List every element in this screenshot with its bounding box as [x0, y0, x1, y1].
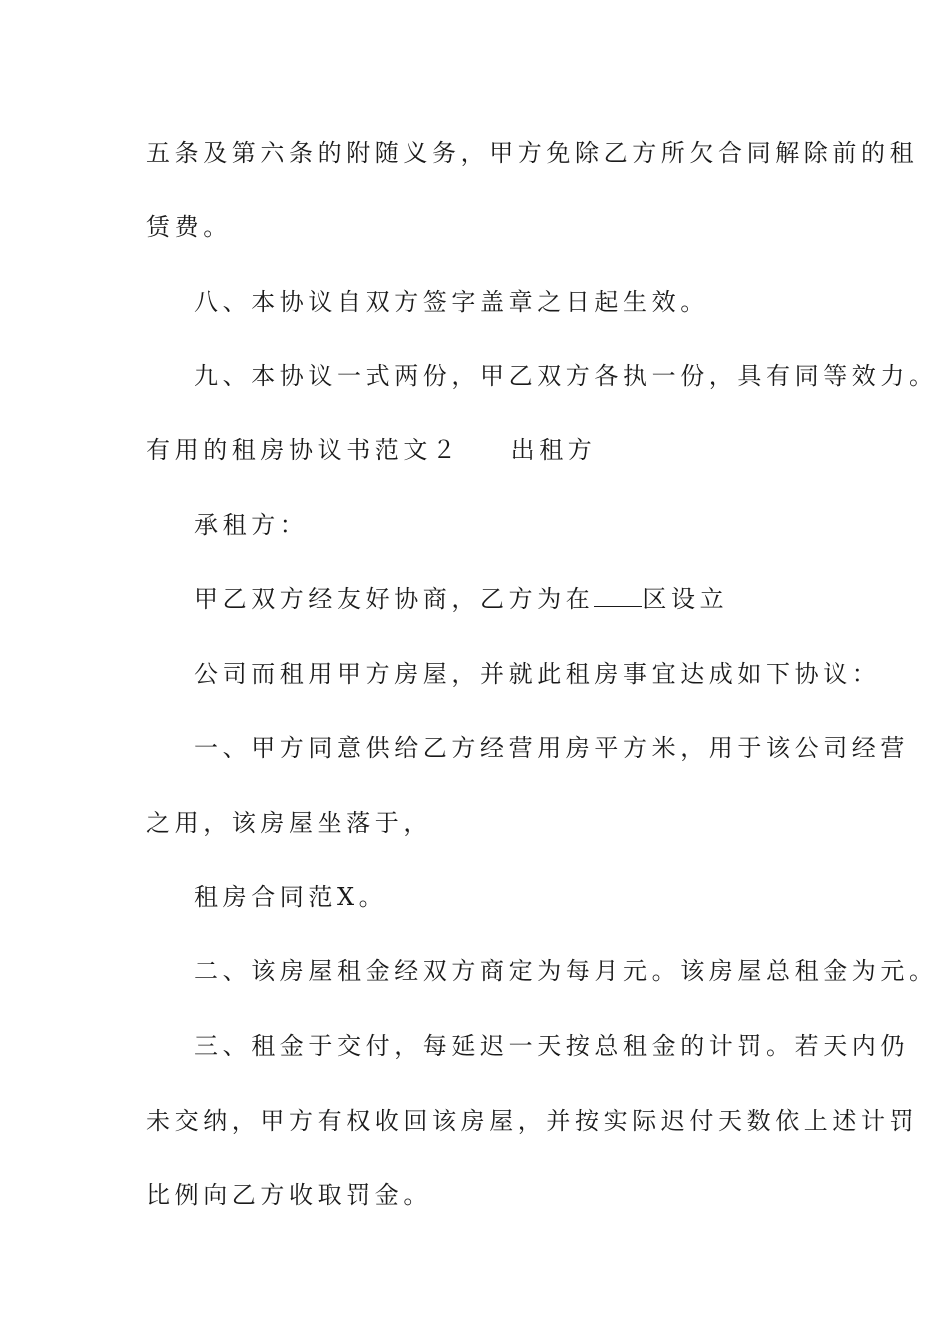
line-text: 甲乙双方经友好协商，乙方为在 [194, 585, 595, 613]
paragraph-line: 赁费。 [146, 213, 232, 241]
paragraph-line: 未交纳，甲方有权收回该房屋，并按实际迟付天数依上述计罚 [146, 1107, 919, 1135]
line-text: 区设立 [642, 585, 729, 613]
paragraph-line: 五条及第六条的附随义务，甲方免除乙方所欠合同解除前的租 [146, 139, 919, 167]
section-heading [146, 435, 596, 465]
clause-one: 一、甲方同意供给乙方经营用房平方米，用于该公司经营 [194, 734, 909, 762]
paragraph-line: 公司而租用甲方房屋，并就此租房事宜达成如下协议： [194, 660, 881, 688]
clause-two: 二、该房屋租金经双方商定为每月元。该房屋总租金为元。 [194, 957, 938, 985]
lessor-label: 出租方 [510, 436, 597, 464]
paragraph-line [194, 584, 728, 614]
clause-eight: 八、本协议自双方签字盖章之日起生效。 [194, 288, 709, 316]
paragraph-line: 比例向乙方收取罚金。 [146, 1181, 432, 1209]
clause-three: 三、租金于交付，每延迟一天按总租金的计罚。若天内仍 [194, 1032, 909, 1060]
paragraph-line: 之用，该房屋坐落于， [146, 809, 432, 837]
paragraph-line: 租房合同范X。 [194, 883, 388, 911]
fill-in-blank [594, 586, 642, 607]
section-title: 有用的租房协议书范文２ [146, 436, 461, 464]
clause-nine: 九、本协议一式两份，甲乙双方各执一份，具有同等效力。 [194, 362, 938, 390]
lessee-label: 承租方： [194, 511, 309, 539]
